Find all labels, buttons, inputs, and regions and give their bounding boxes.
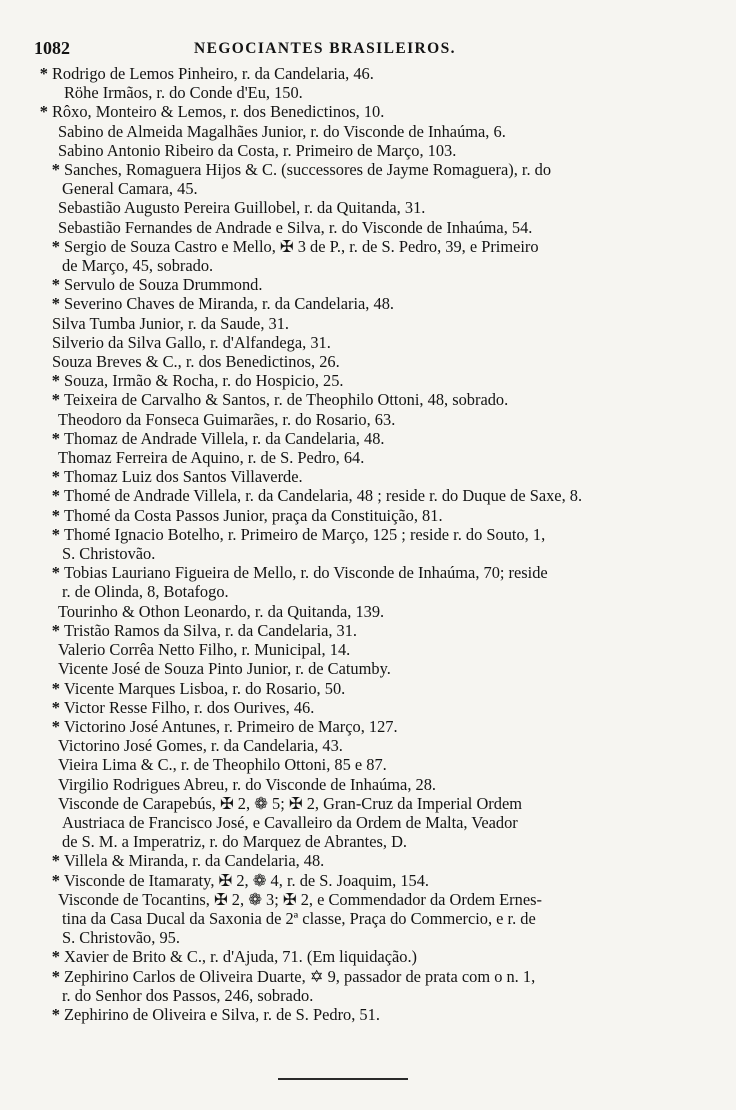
list-item	[30, 947, 690, 966]
asterisk-mark: *	[39, 64, 48, 83]
entry-line	[30, 736, 690, 755]
entry-line	[30, 275, 690, 294]
list-item	[30, 563, 690, 601]
entry-line	[30, 563, 690, 582]
entry-line	[30, 506, 690, 525]
entry-text: Tristão Ramos da Silva, r. da Candelaria, 31.	[64, 620, 358, 640]
entry-line	[30, 83, 690, 102]
entry-text: General Camara, 45.	[62, 179, 198, 199]
list-item	[30, 314, 690, 333]
entry-text: Rodrigo de Lemos Pinheiro, r. da Candelaria, 46.	[52, 64, 374, 83]
list-item	[30, 871, 690, 890]
list-item	[30, 467, 690, 486]
list-item	[30, 736, 690, 755]
entry-continuation-line	[30, 256, 690, 275]
entry-line	[30, 160, 690, 179]
merchant-list	[30, 64, 690, 1024]
asterisk-mark: *	[39, 102, 48, 122]
list-item	[30, 890, 690, 948]
page-number: 1082	[34, 38, 70, 58]
list-item	[30, 141, 690, 160]
list-item	[30, 83, 690, 102]
entry-line	[30, 352, 690, 371]
entry-text: Sergio de Souza Castro e Mello, ✠ 3 de P., r. de S. Pedro, 39, e Primeiro	[64, 236, 539, 256]
entry-line	[30, 640, 690, 659]
entry-line	[30, 947, 690, 966]
list-item	[30, 122, 690, 141]
entry-text: Tobias Lauriano Figueira de Mello, r. do Visconde de Inhaúma, 70; reside	[64, 563, 548, 583]
entry-text: Vicente José de Souza Pinto Junior, r. de Catumby.	[58, 659, 391, 679]
entry-continuation-line	[30, 179, 690, 198]
entry-continuation-line	[30, 544, 690, 563]
asterisk-mark: *	[51, 524, 60, 544]
entry-text: Villela & Miranda, r. da Candelaria, 48.	[64, 851, 325, 871]
entry-line	[30, 775, 690, 794]
list-item	[30, 429, 690, 448]
entry-text: Röhe Irmãos, r. do Conde d'Eu, 150.	[64, 83, 303, 103]
list-item	[30, 294, 690, 313]
entry-text: Visconde de Carapebús, ✠ 2, ❁ 5; ✠ 2, Gran-Cruz da Imperial Ordem	[58, 793, 522, 813]
entry-text: Sebastião Augusto Pereira Guillobel, r. da Quitanda, 31.	[58, 198, 426, 218]
list-item	[30, 851, 690, 870]
entry-text: Souza Breves & C., r. dos Benedictinos, 26.	[52, 352, 340, 372]
entry-text: Tourinho & Othon Leonardo, r. da Quitanda, 139.	[58, 601, 385, 621]
asterisk-mark: *	[51, 505, 60, 525]
entry-text: Austriaca de Francisco José, e Cavalleiro da Ordem de Malta, Veador	[62, 812, 518, 832]
asterisk-mark: *	[51, 1004, 60, 1024]
list-item	[30, 967, 690, 1005]
entry-line	[30, 333, 690, 352]
entry-line	[30, 371, 690, 390]
entry-text: Visconde de Itamaraty, ✠ 2, ❁ 4, r. de S. Joaquim, 154.	[64, 870, 430, 890]
list-item	[30, 371, 690, 390]
entry-text: Victorino José Gomes, r. da Candelaria, 43.	[58, 736, 343, 756]
entry-line	[30, 467, 690, 486]
entry-line	[30, 621, 690, 640]
entry-continuation-line	[30, 928, 690, 947]
entry-text: Souza, Irmão & Rocha, r. do Hospicio, 25.	[64, 371, 344, 391]
entry-line	[30, 698, 690, 717]
entry-continuation-line	[30, 832, 690, 851]
entry-text: Valerio Corrêa Netto Filho, r. Municipal, 14.	[58, 640, 351, 660]
entry-text: Sabino de Almeida Magalhães Junior, r. do Visconde de Inhaúma, 6.	[58, 121, 506, 141]
page-header	[34, 38, 524, 60]
entry-text: Xavier de Brito & C., r. d'Ajuda, 71. (Em liquidação.)	[64, 947, 417, 967]
list-item	[30, 352, 690, 371]
list-item	[30, 390, 690, 409]
entry-line	[30, 679, 690, 698]
entry-continuation-line	[30, 909, 690, 928]
entry-text: Sanches, Romaguera Hijos & C. (successores de Jayme Romaguera), r. do	[64, 160, 552, 180]
entry-line	[30, 141, 690, 160]
end-rule	[278, 1078, 408, 1080]
list-item	[30, 486, 690, 505]
entry-line	[30, 967, 690, 986]
list-item	[30, 102, 690, 121]
entry-line	[30, 218, 690, 237]
list-item	[30, 621, 690, 640]
entry-text: Servulo de Souza Drummond.	[64, 275, 263, 295]
entry-text: Sabino Antonio Ribeiro da Costa, r. Primeiro de Março, 103.	[58, 140, 457, 160]
asterisk-mark: *	[51, 486, 60, 506]
list-item	[30, 717, 690, 736]
entry-text: Rôxo, Monteiro & Lemos, r. dos Benedictinos, 10.	[52, 102, 385, 122]
asterisk-mark: *	[51, 563, 60, 583]
list-item	[30, 525, 690, 563]
entry-line	[30, 486, 690, 505]
list-item	[30, 448, 690, 467]
asterisk-mark: *	[51, 620, 60, 640]
entry-text: Silva Tumba Junior, r. da Saude, 31.	[52, 313, 290, 333]
list-item	[30, 794, 690, 852]
entry-text: r. do Senhor dos Passos, 246, sobrado.	[62, 985, 314, 1005]
entry-line	[30, 102, 690, 121]
list-item	[30, 698, 690, 717]
list-item	[30, 640, 690, 659]
entry-text: Theodoro da Fonseca Guimarães, r. do Rosario, 63.	[58, 409, 396, 429]
entry-line	[30, 390, 690, 409]
entry-line	[30, 198, 690, 217]
asterisk-mark: *	[51, 390, 60, 410]
asterisk-mark: *	[51, 236, 60, 256]
list-item	[30, 775, 690, 794]
asterisk-mark: *	[51, 294, 60, 314]
entry-text: Victorino José Antunes, r. Primeiro de Março, 127.	[64, 716, 398, 736]
asterisk-mark: *	[51, 275, 60, 295]
asterisk-mark: *	[51, 870, 60, 890]
list-item	[30, 602, 690, 621]
entry-line	[30, 448, 690, 467]
entry-text: Visconde de Tocantins, ✠ 2, ❁ 3; ✠ 2, e Commendador da Ordem Ernes-	[58, 889, 542, 909]
entry-line	[30, 890, 690, 909]
entry-line	[30, 871, 690, 890]
asterisk-mark: *	[51, 716, 60, 736]
entry-continuation-line	[30, 582, 690, 601]
asterisk-mark: *	[51, 966, 60, 986]
entry-line	[30, 1005, 690, 1024]
entry-line	[30, 602, 690, 621]
list-item	[30, 218, 690, 237]
entry-line	[30, 314, 690, 333]
entry-line	[30, 794, 690, 813]
asterisk-mark: *	[51, 371, 60, 391]
list-item	[30, 333, 690, 352]
asterisk-mark: *	[51, 697, 60, 717]
entry-text: Victor Resse Filho, r. dos Ourives, 46.	[64, 697, 315, 717]
entry-text: Thomaz Ferreira de Aquino, r. de S. Pedro, 64.	[58, 448, 365, 468]
entry-text: Zephirino de Oliveira e Silva, r. de S. Pedro, 51.	[64, 1004, 380, 1024]
entry-line	[30, 755, 690, 774]
entry-line	[30, 410, 690, 429]
entry-text: Teixeira de Carvalho & Santos, r. de Theophilo Ottoni, 48, sobrado.	[64, 390, 509, 410]
asterisk-mark: *	[51, 947, 60, 967]
entry-line	[30, 294, 690, 313]
entry-text: de S. M. a Imperatriz, r. do Marquez de Abrantes, D.	[62, 832, 408, 852]
entry-text: Thomé de Andrade Villela, r. da Candelaria, 48 ; reside r. do Duque de Saxe, 8.	[64, 486, 583, 506]
list-item	[30, 659, 690, 678]
entry-text: Virgilio Rodrigues Abreu, r. do Visconde de Inhaúma, 28.	[58, 774, 436, 794]
entry-text: Severino Chaves de Miranda, r. da Candelaria, 48.	[64, 294, 394, 314]
entry-text: S. Christovão, 95.	[62, 928, 180, 948]
asterisk-mark: *	[51, 160, 60, 180]
asterisk-mark: *	[51, 467, 60, 487]
entry-text: Thomaz Luiz dos Santos Villaverde.	[64, 467, 303, 487]
list-item	[30, 160, 690, 198]
entry-text: S. Christovão.	[62, 544, 156, 564]
list-item	[30, 198, 690, 217]
entry-line	[30, 429, 690, 448]
list-item	[30, 755, 690, 774]
entry-line	[30, 717, 690, 736]
entry-line	[30, 851, 690, 870]
entry-continuation-line	[30, 986, 690, 1005]
running-title: NEGOCIANTES BRASILEIROS.	[194, 40, 456, 57]
list-item	[30, 506, 690, 525]
list-item	[30, 410, 690, 429]
entry-text: tina da Casa Ducal da Saxonia de 2ª classe, Praça do Commercio, e r. de	[62, 908, 536, 928]
asterisk-mark: *	[51, 851, 60, 871]
list-item	[30, 64, 690, 83]
entry-text: Thomaz de Andrade Villela, r. da Candelaria, 48.	[64, 428, 385, 448]
list-item	[30, 237, 690, 275]
entry-text: Zephirino Carlos de Oliveira Duarte, ✡ 9, passador de prata com o n. 1,	[64, 966, 536, 986]
entry-continuation-line	[30, 813, 690, 832]
entry-text: Sebastião Fernandes de Andrade e Silva, r. do Visconde de Inhaúma, 54.	[58, 217, 533, 237]
entry-text: r. de Olinda, 8, Botafogo.	[62, 582, 229, 602]
entry-line	[30, 659, 690, 678]
entry-text: Vieira Lima & C., r. de Theophilo Ottoni, 85 e 87.	[58, 755, 387, 775]
list-item	[30, 275, 690, 294]
list-item	[30, 679, 690, 698]
entry-text: Silverio da Silva Gallo, r. d'Alfandega, 31.	[52, 332, 331, 352]
entry-line	[30, 122, 690, 141]
entry-line	[30, 64, 690, 83]
entry-line	[30, 237, 690, 256]
entry-line	[30, 525, 690, 544]
entry-text: Vicente Marques Lisboa, r. do Rosario, 50.	[64, 678, 346, 698]
asterisk-mark: *	[51, 428, 60, 448]
asterisk-mark: *	[51, 678, 60, 698]
entry-text: Thomé Ignacio Botelho, r. Primeiro de Março, 125 ; reside r. do Souto, 1,	[64, 524, 546, 544]
entry-text: de Março, 45, sobrado.	[62, 256, 214, 276]
entry-text: Thomé da Costa Passos Junior, praça da Constituição, 81.	[64, 505, 443, 525]
list-item	[30, 1005, 690, 1024]
